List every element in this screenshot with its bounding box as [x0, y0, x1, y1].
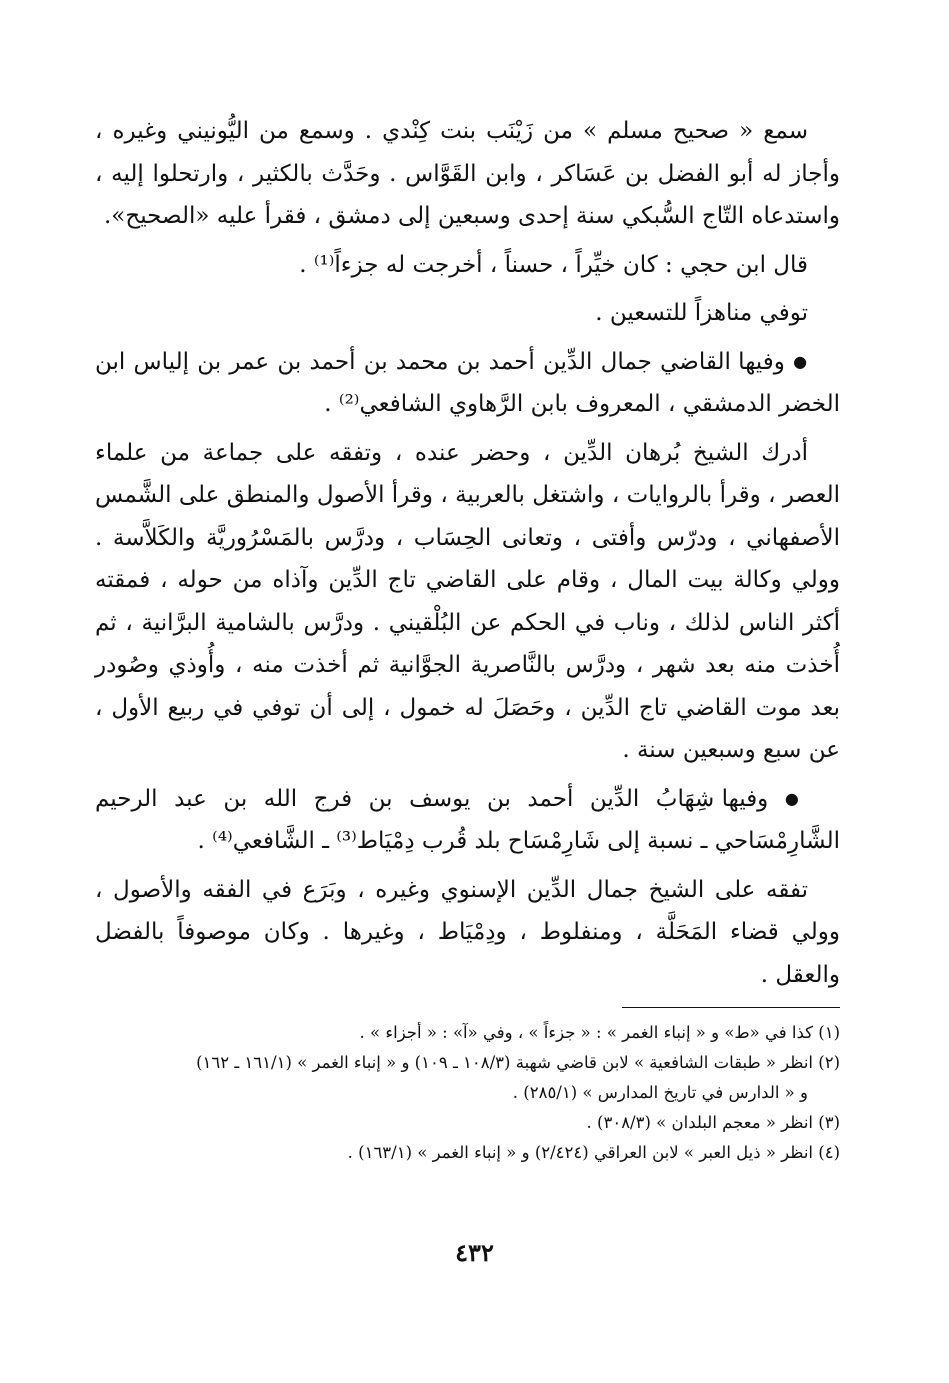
paragraph: تفقه على الشيخ جمال الدِّين الإسنوي وغيره ، وبَرَع في الفقه والأصول ، وولي قضاء المَحَلَّة ، ومنفلوط ، ودِمْيَاط ، وغيرها . وكان موصوفاً بالفضل والعقل .	[95, 876, 840, 988]
footnote: (٤) انظر « ذيل العبر » لابن العراقي (٢/٤٢٤) و « إنباء الغمر » (١٦٣/١) .	[347, 1143, 840, 1162]
paragraph: أدرك الشيخ بُرهان الدِّين ، وحضر عنده ، وتفقه على جماعة من علماء العصر ، وقرأ بالروايات ، واشتغل بالعربية ، وقرأ الأصول والمنطق على الشَّمس الأصفهاني ، ودرّس وأفتى ، وتعانى الحِسَاب ، ودرَّس بالمَسْرُوريَّة والكَلاَّسة . وولي وكالة بيت المال ، وقام على القاضي تاج الدِّين وآذاه من حوله ، فمقته أكثر الناس لذلك ، وناب في الحكم عن البُلْقيني . ودرَّس بالشامية البرَّانية ، ثم أُخذت منه بعد شهر ، ودرَّس بالنَّاصرية الجوَّانية ثم أخذت منه ، وأُوذي وصُودر بعد موت القاضي تاج الدِّين ، وحَصَلَ له خمول ، إلى أن توفي في ربيع الأول ، عن سبع وسبعين سنة .	[95, 439, 840, 763]
paragraph-text: وفيها شِهَابُ الدِّين أحمد بن يوسف بن فرج الله بن عبد الرحيم الشَّارِمْسَاحي ـ نسبة إلى شَارِمْسَاح بلد قُرب دِمْيَاط⁽³⁾ ـ الشَّافعي⁽⁴⁾ .	[95, 785, 840, 854]
paragraph-entry	[95, 341, 840, 426]
page-body	[95, 110, 840, 1300]
paragraph: توفي مناهزاً للتسعين .	[595, 300, 808, 326]
footnote: (٢) انظر « طبقات الشافعية » لابن قاضي شهبة (١٠٨/٣ ـ ١٠٩) و « إنباء الغمر » (١٦١/١ ـ ١٦٢)	[196, 1053, 840, 1072]
paragraph: سمع « صحيح مسلم » من زَيْنَب بنت كِنْدي . وسمع من اليُّونيني وغيره ، وأجاز له أبو الفضل بن عَسَاكر ، وابن القَوَّاس . وحَدَّث بالكثير ، وارتحلوا إليه ، واستدعاه التّاج السُّبكي سنة إحدى وسبعين إلى دمشق ، فقرأ عليه «الصحيح».	[95, 118, 840, 229]
paragraph-entry	[95, 778, 840, 863]
footnote: (٣) انظر « معجم البلدان » (٣٠٨/٣) .	[586, 1113, 840, 1132]
bullet-icon: ●	[784, 788, 808, 808]
bullet-icon: ●	[793, 351, 808, 371]
footnote-continuation: و « الدارس في تاريخ المدارس » (٢٨٥/١) .	[512, 1083, 808, 1102]
footnote: (١) كذا في «ط» و « إنباء الغمر » : « جزءاً » ، وفي «آ» : « أجزاء » .	[359, 1023, 840, 1042]
paragraph: قال ابن حجي : كان خيِّراً ، حسناً ، أخرجت له جزءاً⁽¹⁾ .	[299, 251, 808, 278]
page-number: ٤٣٢	[455, 1238, 494, 1267]
footnote-divider	[622, 1007, 840, 1008]
paragraph-text: وفيها القاضي جمال الدِّين أحمد بن محمد بن أحمد بن عمر بن إلياس ابن الخضر الدمشقي ، المعروف بابن الرَّهاوي الشافعي⁽²⁾ .	[95, 348, 840, 417]
